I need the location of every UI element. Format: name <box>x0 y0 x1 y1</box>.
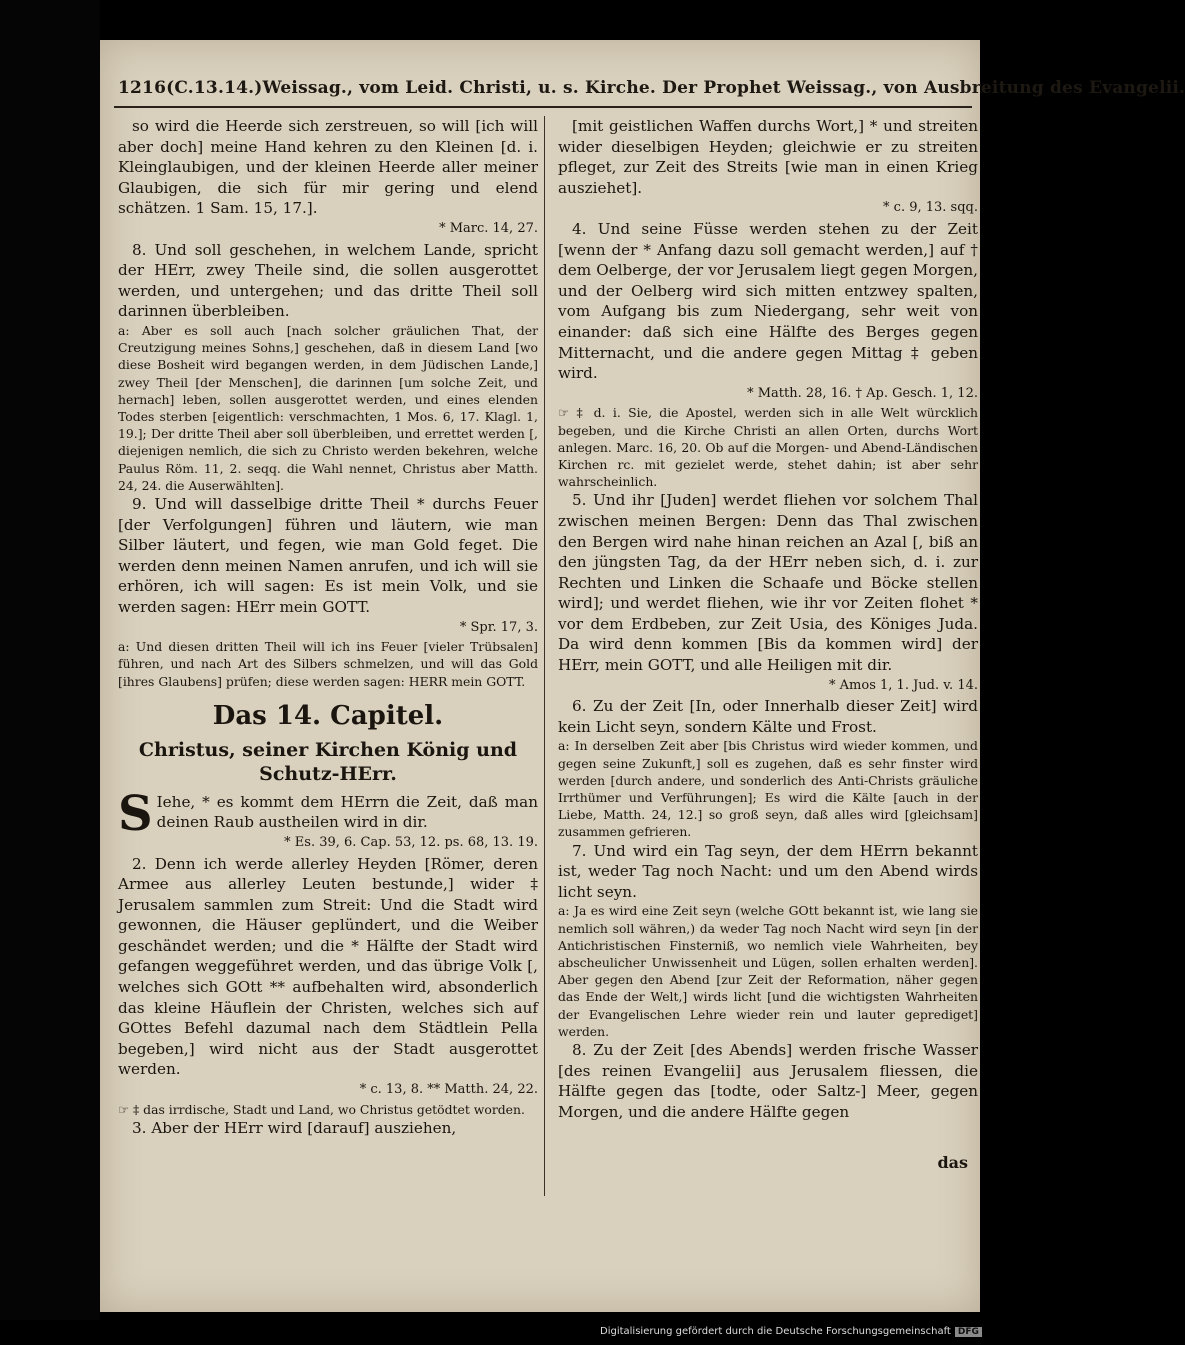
book-page <box>100 40 1185 1312</box>
verse-text: 3. Aber der HErr wird [darauf] ausziehen, <box>132 1118 457 1137</box>
cross-reference: * Marc. 14, 27. <box>439 220 538 236</box>
chapter-title: Das 14. Capitel. <box>212 700 444 731</box>
verse-text: 9. Und will dasselbige dritte Theil * durchs Feuer [der Verfolgungen] führen und läutern, wie man Silber läutert, und fegen, wie man Gold feget. Die werden denn meinen Namen anrufen, und ich will sie erhören, ich will sagen: Es ist mein Volk, und sie werden sagen: HErr mein GOTT. <box>118 494 538 616</box>
scan-left-margin <box>0 0 100 1320</box>
left-column-top <box>118 116 538 690</box>
cross-reference: * Spr. 17, 3. <box>459 619 538 635</box>
catchword: das <box>937 1153 968 1172</box>
verse-text: 5. Und ihr [Juden] werdet fliehen vor solchem Thal zwischen meinen Bergen: Denn das Thal zwischen den Bergen wird nahe hinan reichen an Azal [, biß an den jüngsten Tag, da der HErr neben sich, d. i. zur Rechten und Linken die Schaafe und Böcke stellen wird]; und werdet fliehen, wie ihr vor Zeiten flohet * vor dem Erdbeben, zur Zeit Usia, des Königes Juda. Da wird denn kommen [Bis da kommen wird] der HErr, mein GOTT, und alle Heiligen mit dir. <box>558 491 978 675</box>
footer-text: Digitalisierung gefördert durch die Deutsche Forschungsgemeinschaft <box>600 1326 951 1337</box>
commentary-note: ☞ ‡ d. i. Sie, die Apostel, werden sich in alle Welt würcklich begeben, und die Kirche Christi an allen Orten, durchs Wort anlegen. Marc. 16, 20. Ob auf die Morgen- und Abend-Ländischen Kirchen rc. mit gezielet werde, stehet dahin; ist aber sehr wahrscheinlich. <box>558 405 978 490</box>
right-column-body <box>558 116 978 1122</box>
first-verse-ref: * Es. 39, 6. Cap. 53, 12. ps. 68, 13. 19. <box>284 834 538 850</box>
commentary-note: a: Und diesen dritten Theil will ich ins Feuer [vieler Trübsalen] führen, und nach Art des Silbers schmelzen, und will das Gold [ihres Glaubens] prüfen; diese werden sagen: HERR mein GOTT. <box>118 639 538 689</box>
running-head: 1216(C.13.14.)Weissag., vom Leid. Christi, u. s. Kirche. Der Prophet Weissag., von Ausbreitung des Evangelii. <box>118 78 1185 98</box>
cross-reference: * c. 9, 13. sqq. <box>883 200 978 216</box>
drop-cap: S <box>118 785 153 842</box>
commentary-note: a: In derselben Zeit aber [bis Christus wird wieder kommen, und gegen seine Zukunft,] soll es zugehen, daß es sehr finster wird werden [durch andere, und sonderlich des Anti-Christs gräuliche Irrthümer und Verführungen]; Es wird die Kälte [auch in der Liebe, Matth. 24, 12.] so groß seyn, daß alles wird [gleichsam] zusammen gefrieren. <box>558 738 978 840</box>
header-rule <box>114 106 972 108</box>
left-column <box>118 116 538 1138</box>
commentary-note: ☞ ‡ das irrdische, Stadt und Land, wo Christus getödtet worden. <box>118 1101 525 1117</box>
verse-text: so wird die Heerde sich zerstreuen, so will [ich will aber doch] meine Hand kehren zu den Kleinen [d. i. Kleinglaubigen, und der kleinen Heerde aller meiner Glaubigen, die sich für mir gering und elend schätzen. 1 Sam. 15, 17.]. <box>118 117 538 218</box>
right-column <box>558 116 978 1122</box>
verse-text: 8. Und soll geschehen, in welchem Lande, spricht der HErr, zwey Theile sind, die sollen ausgerottet werden, und untergehen; und das dritte Theil soll darinnen überbleiben. <box>118 240 538 321</box>
first-verse-text: Iehe, * es kommt dem HErrn die Zeit, daß man deinen Raub austheilen wird in dir. <box>156 792 538 832</box>
chapter-subtitle: Christus, seiner Kirchen König und Schutz-HErr. <box>138 738 518 785</box>
verse-text: [mit geistlichen Waffen durchs Wort,] * und streiten wider dieselbigen Heyden; gleichwie er zu streiten pfleget, zur Zeit des Streits [wie man in einen Krieg ausziehet]. <box>558 117 978 197</box>
cross-reference: * Amos 1, 1. Jud. v. 14. <box>829 677 978 693</box>
verse-text: 2. Denn ich werde allerley Heyden [Römer, deren Armee aus allerley Leuten bestunde,] wider ‡ Jerusalem sammlen zum Streit: Und die Stadt wird gewonnen, die Häuser geplündert, und die Weiber geschändet werden; und die * Hälfte der Stadt wird gefangen weggeführet werden, und das übrige Volk [, welches sich GOtt ** aufbehalten wird, absonderlich das kleine Häuflein der Christen, welches sich auf GOttes Befehl dazumal nach dem Städtlein Pella begeben,] wird nicht aus der Stadt ausgerottet werden. <box>118 854 538 1079</box>
verse-text: 7. Und wird ein Tag seyn, der dem HErrn bekannt ist, weder Tag noch Nacht: und um den Abend wirds licht seyn. <box>558 841 978 901</box>
verse-text: 6. Zu der Zeit [In, oder Innerhalb dieser Zeit] wird kein Licht seyn, sondern Kälte und Frost. <box>558 697 978 736</box>
dfg-logo: DFG <box>955 1327 982 1337</box>
cross-reference: * c. 13, 8. ** Matth. 24, 22. <box>359 1082 538 1098</box>
verse-text: 4. Und seine Füsse werden stehen zu der Zeit [wenn der * Anfang dazu soll gemacht werden,] auf † dem Oelberge, der vor Jerusalem liegt gegen Morgen, und der Oelberg wird sich mitten entzwey spalten, vom Aufgang bis zum Niedergang, sehr weit von einander: daß sich eine Hälfte des Berges gegen Mitternacht, und die andere gegen Mittag ‡ geben wird. <box>558 219 978 383</box>
commentary-note: a: Ja es wird eine Zeit seyn (welche GOtt bekannt ist, wie lang sie nemlich soll währen,) da weder Tag noch Nacht wird seyn [in der Antichristischen Finsterniß, wo nemlich viele Wahrheiten, bey abscheulicher Unwissenheit und Lügen, sollen erhalten werden]. Aber gegen den Abend [zur Zeit der Reformation, näher gegen das Ende der Welt,] wirds licht [und die wichtigsten Wahrheiten der Evangelischen Lehre wieder rein und lauter geprediget] werden. <box>558 903 978 1039</box>
verse-text: 8. Zu der Zeit [des Abends] werden frische Wasser [des reinen Evangelii] aus Jerusalem fliessen, die Hälfte gegen das [todte, oder Saltz-] Meer, gegen Morgen, und die andere Hälfte gegen <box>558 1041 978 1121</box>
commentary-note: a: Aber es soll auch [nach solcher gräulichen That, der Creutzigung meines Sohns,] geschehen, daß in diesem Land [wo diese Bosheit wird begangen werden, in dem Jüdischen Lande,] zwey Theil [der Menschen], die darinnen [um solche Zeit, und hernach] leben, sollen ausgerottet werden, und eines elenden Todes sterben [eigentlich: verschmachten, 1 Mos. 6, 17. Klagl. 1, 19.]; Der dritte Theil aber soll überbleiben, und errettet werden [, diejenigen nemlich, die sich zu Christo werden bekehren, welche Paulus Röm. 11, 2. seqq. die Wahl nennet, Christus aber Matth. 24, 24. die Auserwählten]. <box>118 322 538 493</box>
column-divider <box>544 116 545 1196</box>
left-column-bottom <box>118 854 538 1139</box>
digitization-footer <box>600 1326 990 1337</box>
cross-reference: * Matth. 28, 16. † Ap. Gesch. 1, 12. <box>747 385 978 401</box>
